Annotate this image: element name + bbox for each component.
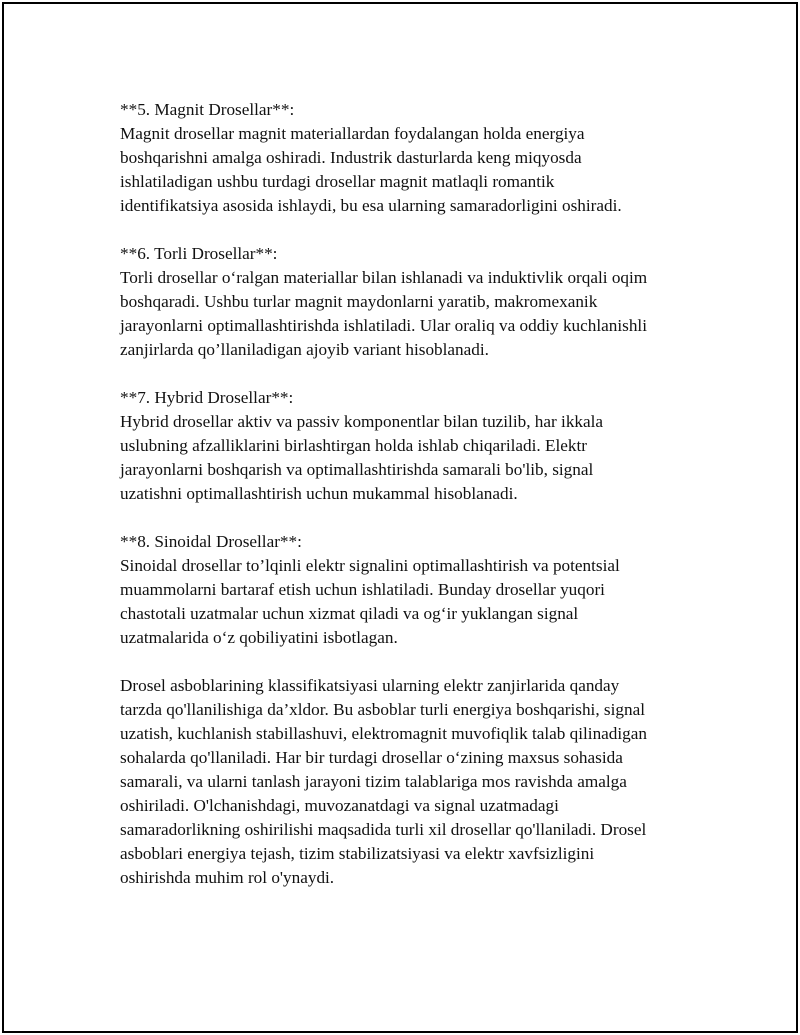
paragraph-line: boshqaradi. Ushbu turlar magnit maydonlarni yaratib, makromexanik [120, 292, 598, 311]
paragraph-line: oshirishda muhim rol o'ynaydi. [120, 868, 335, 887]
section-heading: **8. Sinoidal Drosellar**: [120, 532, 302, 551]
section-sinoidal [120, 530, 720, 650]
paragraph-line: jarayonlarni optimallashtirishda ishlatiladi. Ular oraliq va oddiy kuchlanishli [120, 316, 647, 335]
section-heading: **7. Hybrid Drosellar**: [120, 388, 294, 407]
paragraph-line: asboblari energiya tejash, tizim stabilizatsiyasi va elektr xavfsizligini [120, 844, 595, 863]
paragraph-line: uzatish, kuchlanish stabillashuvi, elektromagnit muvofiqlik talab qilinadigan [120, 724, 647, 743]
page-frame [2, 2, 798, 1033]
paragraph-line: Torli drosellar o‘ralgan materiallar bilan ishlanadi va induktivlik orqali oqim [120, 268, 648, 287]
paragraph-line: ishlatiladigan ushbu turdagi drosellar magnit matlaqli romantik [120, 172, 555, 191]
paragraph-line: oshiriladi. O'lchanishdagi, muvozanatdagi va signal uzatmadagi [120, 796, 559, 815]
section-heading: **5. Magnit Drosellar**: [120, 100, 295, 119]
document-body [120, 98, 720, 914]
paragraph-line: uzatmalarida o‘z qobiliyatini isbotlagan. [120, 628, 398, 647]
section-heading: **6. Torli Drosellar**: [120, 244, 278, 263]
section-hybrid [120, 386, 720, 506]
paragraph-line: identifikatsiya asosida ishlaydi, bu esa ularning samaradorligini oshiradi. [120, 196, 622, 215]
paragraph-line: muammolarni bartaraf etish uchun ishlatiladi. Bunday drosellar yuqori [120, 580, 605, 599]
paragraph-line: tarzda qo'llanilishiga da’xldor. Bu asboblar turli energiya boshqarishi, signal [120, 700, 645, 719]
paragraph-line: jarayonlarni boshqarish va optimallashtirishda samarali bo'lib, signal [120, 460, 594, 479]
summary-paragraph [120, 674, 720, 890]
paragraph-line: Drosel asboblarining klassifikatsiyasi ularning elektr zanjirlarida qanday [120, 676, 620, 695]
paragraph-line: uslubning afzalliklarini birlashtirgan holda ishlab chiqariladi. Elektr [120, 436, 587, 455]
paragraph-line: chastotali uzatmalar uchun xizmat qiladi va og‘ir yuklangan signal [120, 604, 579, 623]
paragraph-line: Hybrid drosellar aktiv va passiv komponentlar bilan tuzilib, har ikkala [120, 412, 604, 431]
paragraph-line: uzatishni optimallashtirish uchun mukammal hisoblanadi. [120, 484, 518, 503]
paragraph-line: Magnit drosellar magnit materiallardan foydalangan holda energiya [120, 124, 585, 143]
paragraph-line: samarali, va ularni tanlash jarayoni tizim talablariga mos ravishda amalga [120, 772, 627, 791]
paragraph-line: Sinoidal drosellar to’lqinli elektr signalini optimallashtirish va potentsial [120, 556, 620, 575]
paragraph-line: zanjirlarda qo’llaniladigan ajoyib variant hisoblanadi. [120, 340, 489, 359]
section-torli [120, 242, 720, 362]
paragraph-line: boshqarishni amalga oshiradi. Industrik dasturlarda keng miqyosda [120, 148, 582, 167]
paragraph-line: sohalarda qo'llaniladi. Har bir turdagi drosellar o‘zining maxsus sohasida [120, 748, 623, 767]
paragraph-line: samaradorlikning oshirilishi maqsadida turli xil drosellar qo'llaniladi. Drosel [120, 820, 647, 839]
section-magnit [120, 98, 720, 218]
